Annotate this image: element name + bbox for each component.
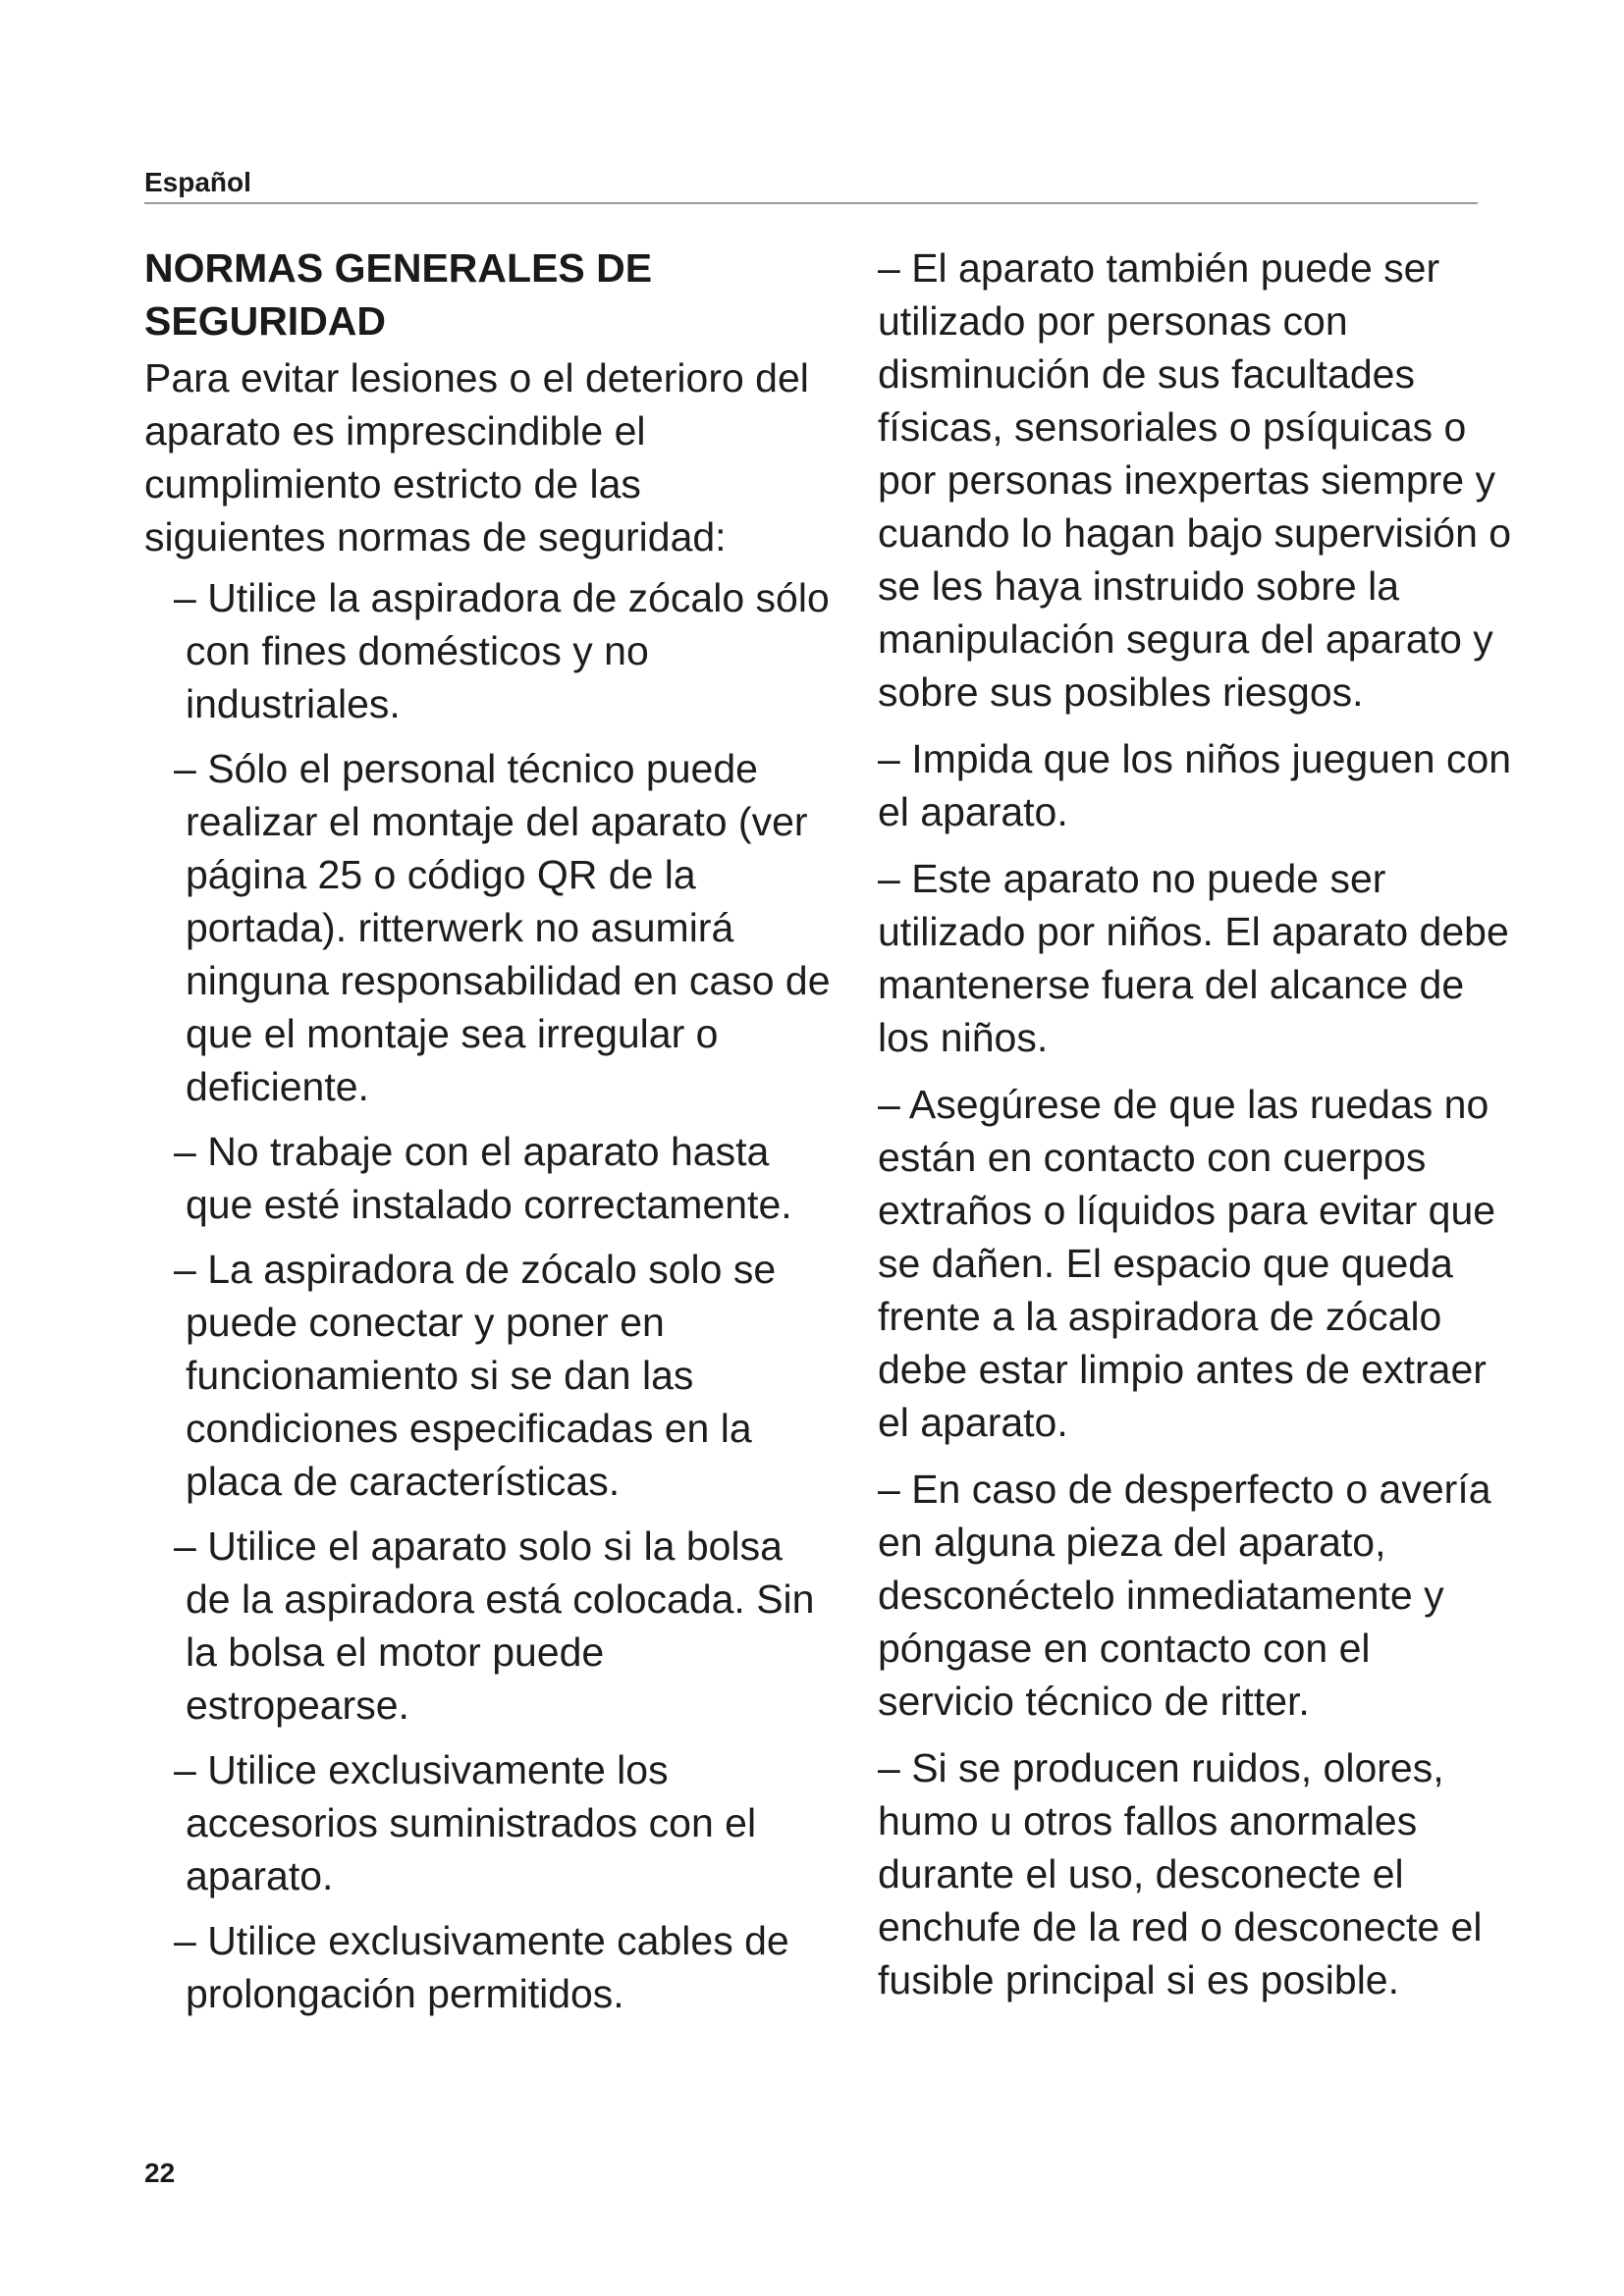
list-item: – Utilice exclusivamente los accesorios suministrados con el aparato. [174,1747,757,1898]
safety-list-right [878,241,1516,2006]
list-item: – Impida que los niños jueguen con el aparato. [878,736,1512,834]
list-item: – En caso de desperfecto o avería en alguna pieza del aparato, desconéctelo inmediatamente y póngase en contacto con el servicio técnico de ritter. [878,1467,1491,1724]
right-column [878,241,1516,2020]
page-number: 22 [144,2158,176,2188]
list-item: – Si se producen ruidos, olores, humo u otros fallos anormales durante el uso, desconecte el enchufe de la red o desconecte el fusible principal si es posible. [878,1745,1483,2002]
list-item: – Utilice la aspiradora de zócalo sólo con fines domésticos y no industriales. [174,575,830,726]
list-item: – Utilice el aparato solo si la bolsa de la aspiradora está colocada. Sin la bolsa el motor puede estropearse. [174,1523,815,1728]
left-column [144,241,832,2020]
header-divider [144,202,1478,204]
list-item: – No trabaje con el aparato hasta que esté instalado correctamente. [174,1129,792,1227]
list-item: – Sólo el personal técnico puede realizar el montaje del aparato (ver página 25 o código QR de la portada). ritterwerk no asumirá ninguna responsabilidad en caso de que el montaje sea irregular o deficiente. [174,746,831,1109]
list-item: – Este aparato no puede ser utilizado por niños. El aparato debe mantenerse fuera del alcance de los niños. [878,856,1509,1060]
list-item: – La aspiradora de zócalo solo se puede conectar y poner en funcionamiento si se dan las condiciones especificadas en la placa de características. [174,1247,777,1504]
section-title-line2: SEGURIDAD [144,298,387,344]
list-item: – Asegúrese de que las ruedas no están en contacto con cuerpos extraños o líquidos para evitar que se dañen. El espacio que queda frente a la aspiradora de zócalo debe estar limpio antes de extraer el aparato. [878,1082,1496,1445]
section-title [144,241,832,347]
list-item: – Utilice exclusivamente cables de prolongación permitidos. [174,1918,789,2016]
list-item: – El aparato también puede ser utilizado por personas con disminución de sus facultades físicas, sensoriales o psíquicas o por personas inexpertas siempre y cuando lo hagan bajo supervisión o se les haya instruido sobre la manipulación segura del aparato y sobre sus posibles riesgos. [878,245,1512,715]
intro-paragraph: Para evitar lesiones o el deterioro del aparato es imprescindible el cumplimiento estricto de las siguientes normas de seguridad: [144,355,809,560]
safety-list-left [144,571,832,2020]
language-label: Español [144,167,251,197]
section-title-line1: NORMAS GENERALES DE [144,245,653,291]
